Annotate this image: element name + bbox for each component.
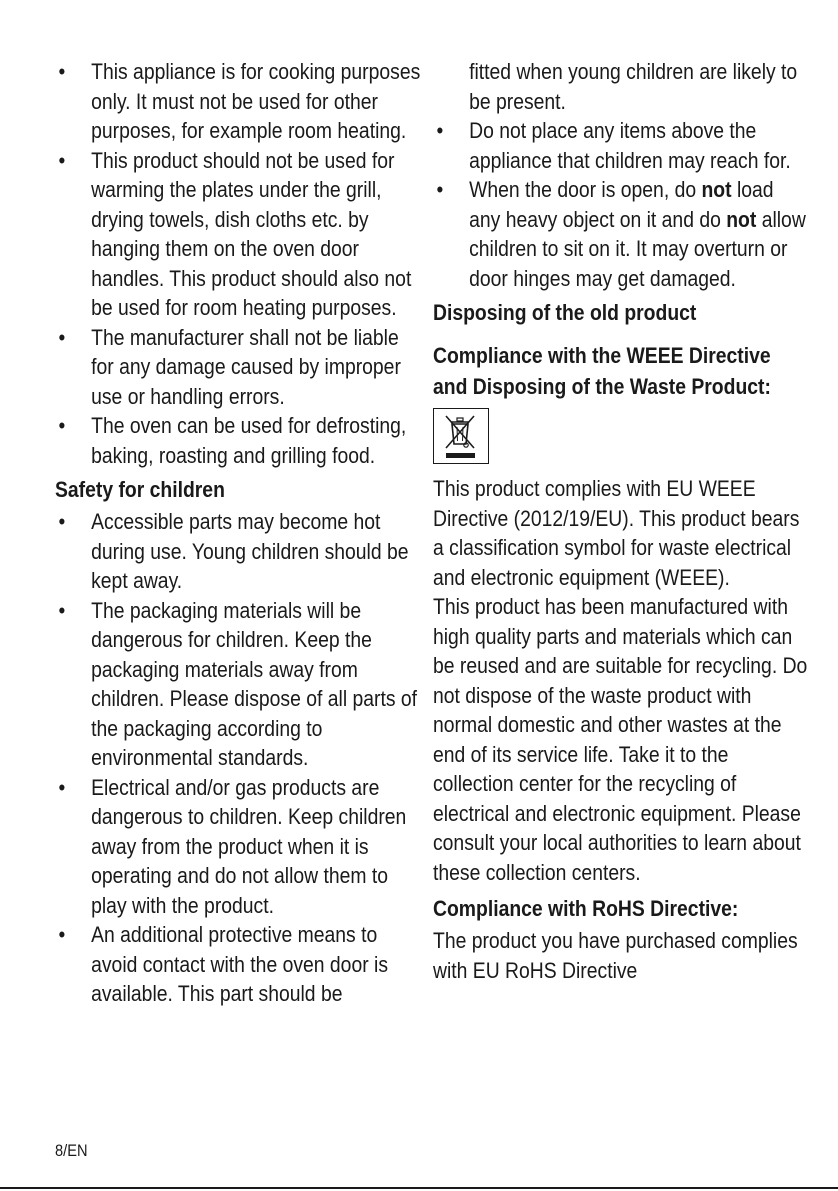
bullet-icon: • xyxy=(58,597,66,623)
bullet-icon: • xyxy=(58,922,66,947)
bullet-icon: • xyxy=(436,118,444,143)
continued-bullet-text: fitted when young children are likely to be present. xyxy=(469,59,798,114)
children-bullet-list xyxy=(433,116,808,293)
emphasis-not: not xyxy=(726,206,757,232)
bullet-icon: • xyxy=(58,413,66,438)
crossed-out-wheelie-bin-icon xyxy=(433,408,489,464)
safety-bullet-list xyxy=(55,507,420,1009)
weee-paragraph-2: This product has been manufactured with high quality parts and materials which can be reused and are suitable for recycling. Do not dispose of the waste product with normal domestic and other wastes at the end of its service life. Take it to the collection center for the recycling of electrical and electronic equipment. Please consult your local authorities to learn about these collection centers. xyxy=(433,594,808,885)
list-item: • An additional protective means to avoid contact with the oven door is available. This part should be xyxy=(58,922,388,1006)
weee-paragraph-1: This product complies with EU WEEE Directive (2012/19/EU). This product bears a classification symbol for waste electrical and electronic equipment (WEEE). xyxy=(433,476,800,590)
left-column-text xyxy=(55,57,420,1009)
bottom-divider xyxy=(0,1187,838,1189)
right-column-text xyxy=(433,57,808,402)
list-item: • This product should not be used for warming the plates under the grill, drying towels, dish cloths etc. by hanging them on the oven door handles. This product should also not be used for room heating purposes. xyxy=(58,147,412,320)
bullet-icon: • xyxy=(58,324,66,350)
list-item: • Electrical and/or gas products are dangerous to children. Keep children away from the product when it is operating and do not allow them to play with the product. xyxy=(58,774,407,918)
weee-heading: Compliance with the WEEE Directive and Disposing of the Waste Product: xyxy=(433,343,771,399)
bullet-icon: • xyxy=(58,774,66,800)
right-column-text-lower xyxy=(433,474,808,985)
rohs-paragraph: The product you have purchased complies with EU RoHS Directive xyxy=(433,928,798,983)
list-item: • Do not place any items above the appliance that children may reach for. xyxy=(436,118,791,173)
list-item: • The packaging materials will be dangerous for children. Keep the packaging materials away from children. Please dispose of all parts of the packaging according to environmental standards. xyxy=(58,597,418,770)
right-column xyxy=(433,57,808,985)
disposing-heading: Disposing of the old product xyxy=(433,300,697,325)
safety-for-children-heading: Safety for children xyxy=(55,477,225,502)
list-item: • When the door is open, do not load any heavy object on it and do not allow children to sit on it. It may overturn or door hinges may get damaged. xyxy=(436,177,806,291)
bullet-icon: • xyxy=(436,177,444,202)
list-item: • The manufacturer shall not be liable for any damage caused by improper use or handling errors. xyxy=(58,324,401,409)
page-number: 8/EN xyxy=(55,1141,88,1160)
emphasis-not: not xyxy=(701,177,732,202)
list-item: • Accessible parts may become hot during use. Young children should be kept away. xyxy=(58,509,409,593)
rohs-heading: Compliance with RoHS Directive: xyxy=(433,896,739,921)
bullet-icon: • xyxy=(58,59,66,84)
list-item: • The oven can be used for defrosting, baking, roasting and grilling food. xyxy=(58,413,407,468)
usage-bullet-list xyxy=(55,57,420,470)
left-column xyxy=(55,57,421,1009)
bullet-icon: • xyxy=(58,509,66,534)
bullet-icon: • xyxy=(58,147,66,173)
list-item: • This appliance is for cooking purposes only. It must not be used for other purposes, for example room heating. xyxy=(58,59,421,143)
